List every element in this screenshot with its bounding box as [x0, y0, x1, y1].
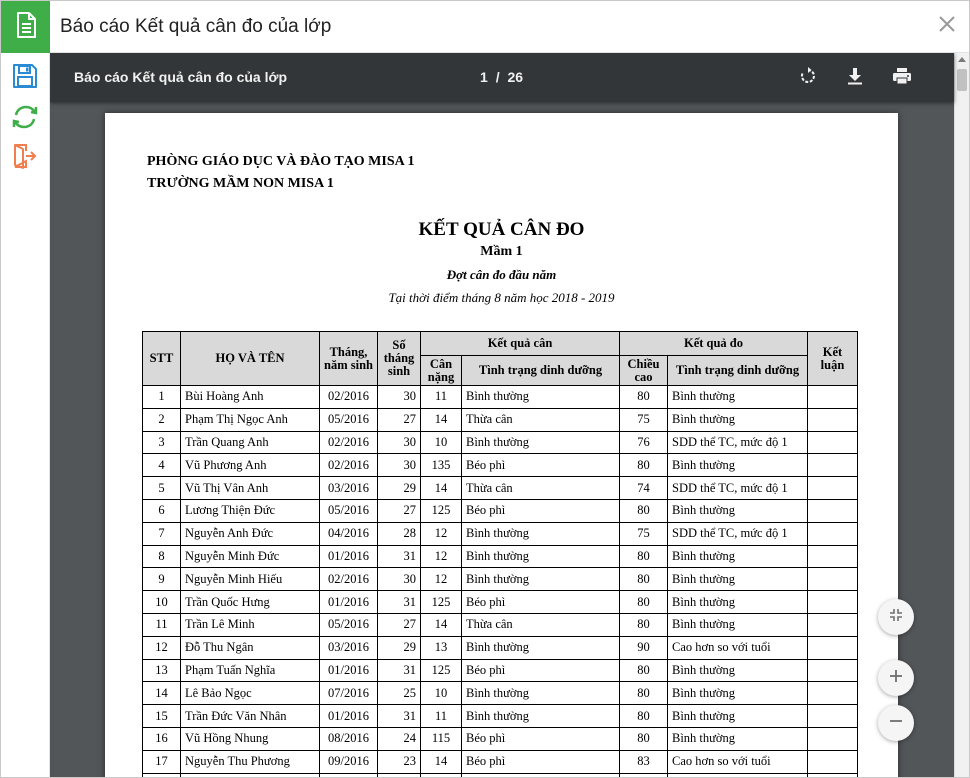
cell-name: Trần Đức Văn Nhân [181, 705, 320, 728]
cell-stt: 8 [143, 545, 181, 568]
cell-conclusion [808, 454, 858, 477]
cell-conclusion [808, 499, 858, 522]
cell-weight-status: Bình thường [462, 431, 620, 454]
cell-name: Trần Quang Anh [181, 431, 320, 454]
cell-weight-status: Bình thường [462, 386, 620, 409]
print-icon [892, 67, 912, 90]
cell-months: 31 [378, 545, 421, 568]
table-row [143, 568, 858, 591]
cell-stt: 15 [143, 705, 181, 728]
cell-name: Phạm Thị Ngọc Anh [181, 408, 320, 431]
cell-stt: 6 [143, 499, 181, 522]
cell-weight-status: Thừa cân [462, 408, 620, 431]
cell-weight-status [462, 773, 620, 778]
cell-stt: 16 [143, 727, 181, 750]
cell-height-status: Bình thường [668, 386, 808, 409]
cell-stt: 14 [143, 682, 181, 705]
cell-height-status: Bình thường [668, 705, 808, 728]
table-row [143, 545, 858, 568]
cell-birth: 01/2016 [320, 545, 378, 568]
cell-height: 83 [620, 750, 668, 773]
cell-height-status: Bình thường [668, 591, 808, 614]
cell-birth: 01/2016 [320, 705, 378, 728]
results-table-body [143, 386, 858, 778]
cell-height: 80 [620, 454, 668, 477]
cell-months [378, 773, 421, 778]
cell-conclusion [808, 431, 858, 454]
cell-conclusion [808, 545, 858, 568]
table-row [143, 705, 858, 728]
cell-name: Bùi Hoàng Anh [181, 386, 320, 409]
cell-name: Nguyễn Minh Đức [181, 545, 320, 568]
cell-name: Lê Bảo Ngọc [181, 682, 320, 705]
cell-birth: 05/2016 [320, 613, 378, 636]
header-stt: STT [143, 332, 181, 386]
cell-height-status: Bình thường [668, 499, 808, 522]
zoom-in-button[interactable] [878, 660, 914, 696]
header-birth [320, 332, 378, 386]
title-bar [1, 1, 969, 53]
close-icon [939, 16, 955, 37]
cell-stt: 17 [143, 750, 181, 773]
cell-birth: 03/2016 [320, 636, 378, 659]
cell-weight-status: Bình thường [462, 636, 620, 659]
app-badge [1, 1, 50, 53]
header-weight-l1: Cân [429, 356, 453, 371]
cell-name: Nguyễn Thu Phương [181, 750, 320, 773]
cell-weight: 14 [421, 613, 462, 636]
cell-months: 30 [378, 386, 421, 409]
cell-weight-status: Bình thường [462, 522, 620, 545]
cell-weight: 10 [421, 431, 462, 454]
header-height-status: Tình trạng dinh dưỡng [668, 356, 808, 386]
cell-height: 80 [620, 386, 668, 409]
cell-weight-status: Béo phì [462, 591, 620, 614]
dialog-title: Báo cáo Kết quả cân đo của lớp [60, 16, 332, 37]
table-row [143, 727, 858, 750]
cell-birth: 08/2016 [320, 727, 378, 750]
table-row [143, 613, 858, 636]
cell-height-status [668, 773, 808, 778]
cell-name: Trần Quốc Hưng [181, 591, 320, 614]
table-row [143, 522, 858, 545]
cell-height [620, 773, 668, 778]
cell-height-status: Bình thường [668, 682, 808, 705]
cell-height: 80 [620, 591, 668, 614]
cell-months: 24 [378, 727, 421, 750]
cell-conclusion [808, 682, 858, 705]
cell-height-status: Cao hơn so với tuổi [668, 636, 808, 659]
cell-weight: 135 [421, 454, 462, 477]
cell-height: 80 [620, 682, 668, 705]
cell-name: Vũ Hồng Nhung [181, 727, 320, 750]
cell-stt: 7 [143, 522, 181, 545]
cell-months: 29 [378, 636, 421, 659]
rotate-button[interactable] [796, 66, 820, 90]
cell-conclusion [808, 773, 858, 778]
cell-stt: 13 [143, 659, 181, 682]
report-title: KẾT QUẢ CÂN ĐO [418, 219, 585, 240]
cell-birth: 01/2016 [320, 591, 378, 614]
cell-birth: 02/2016 [320, 386, 378, 409]
org-school: TRƯỜNG MẦM NON MISA 1 [147, 176, 334, 191]
cell-months: 27 [378, 613, 421, 636]
cell-height: 80 [620, 499, 668, 522]
cell-birth: 04/2016 [320, 522, 378, 545]
cell-stt: 5 [143, 477, 181, 500]
vertical-scrollbar[interactable] [954, 53, 969, 778]
cell-birth [320, 773, 378, 778]
org-department: PHÒNG GIÁO DỤC VÀ ĐÀO TẠO MISA 1 [147, 154, 415, 169]
cell-months: 30 [378, 454, 421, 477]
cell-birth: 05/2016 [320, 499, 378, 522]
header-name: HỌ VÀ TÊN [181, 332, 320, 386]
cell-height: 80 [620, 568, 668, 591]
cell-weight: 11 [421, 705, 462, 728]
minus-icon [889, 714, 903, 733]
cell-height-status: Bình thường [668, 545, 808, 568]
table-row [143, 454, 858, 477]
cell-stt: 11 [143, 613, 181, 636]
cell-weight-status: Bình thường [462, 545, 620, 568]
header-months [378, 332, 421, 386]
cell-months: 31 [378, 705, 421, 728]
cell-name: Nguyễn Anh Đức [181, 522, 320, 545]
cell-weight-status: Béo phì [462, 454, 620, 477]
save-icon [12, 63, 38, 94]
cell-height: 75 [620, 408, 668, 431]
zoom-out-button[interactable] [878, 705, 914, 741]
total-pages: 26 [507, 69, 524, 85]
class-name: Mầm 1 [480, 244, 523, 259]
cell-name [181, 773, 320, 778]
page-separator: / [495, 69, 500, 85]
measurement-period: Đợt cân đo đầu năm [446, 267, 557, 282]
cell-weight: 12 [421, 568, 462, 591]
download-icon [847, 67, 863, 90]
cell-months: 23 [378, 750, 421, 773]
cell-weight [421, 773, 462, 778]
cell-weight-status: Bình thường [462, 568, 620, 591]
cell-height: 76 [620, 431, 668, 454]
cell-weight-status: Thừa cân [462, 613, 620, 636]
header-height-l1: Chiều [627, 356, 660, 371]
table-row [143, 591, 858, 614]
cell-birth: 07/2016 [320, 682, 378, 705]
cell-weight: 13 [421, 636, 462, 659]
pdf-viewer [50, 53, 969, 778]
cell-height-status: Bình thường [668, 408, 808, 431]
cell-months: 28 [378, 522, 421, 545]
header-weight-l2: nặng [427, 369, 455, 384]
cell-stt: 3 [143, 431, 181, 454]
cell-height: 80 [620, 659, 668, 682]
cell-stt: 12 [143, 636, 181, 659]
cell-name: Vũ Phương Anh [181, 454, 320, 477]
cell-birth: 09/2016 [320, 750, 378, 773]
rotate-icon [799, 67, 817, 90]
table-row [143, 499, 858, 522]
cell-conclusion [808, 750, 858, 773]
document-icon [14, 12, 38, 43]
cell-weight: 115 [421, 727, 462, 750]
table-row [143, 408, 858, 431]
action-sidebar [1, 53, 50, 778]
close-button[interactable] [935, 14, 959, 38]
cell-conclusion [808, 705, 858, 728]
cell-name: Nguyễn Minh Hiếu [181, 568, 320, 591]
refresh-icon [11, 104, 39, 135]
table-row [143, 659, 858, 682]
cell-height: 75 [620, 522, 668, 545]
cell-conclusion [808, 522, 858, 545]
header-height-l2: cao [634, 369, 653, 384]
cell-stt [143, 773, 181, 778]
cell-height: 80 [620, 613, 668, 636]
cell-height: 74 [620, 477, 668, 500]
header-weight-status: Tình trạng dinh dưỡng [462, 356, 620, 386]
cell-height: 80 [620, 545, 668, 568]
table-row [143, 773, 858, 778]
page-indicator [480, 69, 523, 85]
cell-height: 80 [620, 727, 668, 750]
results-table [142, 331, 858, 778]
cell-stt: 10 [143, 591, 181, 614]
cell-weight-status: Bình thường [462, 682, 620, 705]
cell-weight-status: Béo phì [462, 750, 620, 773]
cell-weight-status: Thừa cân [462, 477, 620, 500]
cell-weight: 14 [421, 477, 462, 500]
header-birth-l1: Tháng, [329, 344, 368, 359]
cell-birth: 01/2016 [320, 659, 378, 682]
table-row [143, 477, 858, 500]
cell-birth: 05/2016 [320, 408, 378, 431]
cell-weight-status: Béo phì [462, 659, 620, 682]
cell-height-status: Cao hơn so với tuổi [668, 750, 808, 773]
cell-height-status: Bình thường [668, 454, 808, 477]
header-months-l1: Số [392, 338, 406, 352]
fit-page-button[interactable] [878, 599, 914, 635]
cell-weight: 12 [421, 522, 462, 545]
cell-weight: 10 [421, 682, 462, 705]
cell-months: 27 [378, 499, 421, 522]
cell-birth: 02/2016 [320, 431, 378, 454]
table-row [143, 386, 858, 409]
cell-height-status: Bình thường [668, 727, 808, 750]
header-weigh-group: Kết quả cân [421, 332, 620, 356]
cell-name: Vũ Thị Vân Anh [181, 477, 320, 500]
plus-icon [889, 669, 903, 688]
download-button[interactable] [843, 66, 867, 90]
cell-name: Đỗ Thu Ngân [181, 636, 320, 659]
cell-name: Trần Lê Minh [181, 613, 320, 636]
cell-conclusion [808, 659, 858, 682]
cell-conclusion [808, 408, 858, 431]
table-row [143, 636, 858, 659]
header-conclusion-l1: Kết [822, 344, 843, 359]
viewer-toolbar [50, 53, 954, 102]
cell-height-status: SDD thể TC, mức độ 1 [668, 431, 808, 454]
header-height [620, 356, 668, 386]
cell-conclusion [808, 636, 858, 659]
cell-height-status: SDD thể TC, mức độ 1 [668, 522, 808, 545]
exit-button[interactable] [10, 143, 40, 173]
cell-stt: 1 [143, 386, 181, 409]
save-button[interactable] [10, 63, 40, 93]
table-row [143, 750, 858, 773]
scroll-thumb[interactable] [957, 69, 967, 91]
cell-weight: 14 [421, 750, 462, 773]
header-conclusion [808, 332, 858, 386]
header-birth-l2: năm sinh [324, 357, 373, 372]
cell-conclusion [808, 613, 858, 636]
cell-height-status: Bình thường [668, 613, 808, 636]
cell-weight-status: Béo phì [462, 499, 620, 522]
cell-weight: 125 [421, 659, 462, 682]
header-measure-group: Kết quả đo [620, 332, 808, 356]
cell-name: Phạm Tuấn Nghĩa [181, 659, 320, 682]
cell-months: 30 [378, 431, 421, 454]
cell-months: 29 [378, 477, 421, 500]
cell-weight-status: Bình thường [462, 705, 620, 728]
refresh-button[interactable] [10, 104, 40, 134]
cell-weight: 14 [421, 408, 462, 431]
cell-height-status: SDD thể TC, mức độ 1 [668, 477, 808, 500]
cell-birth: 03/2016 [320, 477, 378, 500]
time-note: Tại thời điểm tháng 8 năm học 2018 - 2019 [388, 290, 615, 305]
cell-height-status: Bình thường [668, 659, 808, 682]
exit-icon [12, 143, 38, 174]
cell-weight: 11 [421, 386, 462, 409]
header-months-l3: sinh [387, 364, 411, 378]
cell-weight: 12 [421, 545, 462, 568]
fit-page-icon [889, 608, 903, 627]
cell-name: Lương Thiện Đức [181, 499, 320, 522]
cell-height-status: Bình thường [668, 568, 808, 591]
cell-birth: 02/2016 [320, 454, 378, 477]
table-row [143, 682, 858, 705]
cell-stt: 4 [143, 454, 181, 477]
scroll-up-arrow-icon[interactable] [958, 57, 966, 62]
cell-months: 31 [378, 591, 421, 614]
cell-weight: 125 [421, 499, 462, 522]
cell-months: 31 [378, 659, 421, 682]
cell-weight-status: Béo phì [462, 727, 620, 750]
cell-conclusion [808, 477, 858, 500]
cell-conclusion [808, 727, 858, 750]
header-weight [421, 356, 462, 386]
cell-height: 90 [620, 636, 668, 659]
table-row [143, 431, 858, 454]
header-conclusion-l2: luận [820, 357, 845, 372]
current-page[interactable]: 1 [480, 69, 488, 85]
cell-birth: 02/2016 [320, 568, 378, 591]
viewer-document-title: Báo cáo Kết quả cân đo của lớp [74, 69, 287, 85]
cell-conclusion [808, 591, 858, 614]
cell-months: 30 [378, 568, 421, 591]
cell-weight: 125 [421, 591, 462, 614]
header-months-l2: tháng [383, 351, 415, 365]
report-page [105, 113, 898, 778]
cell-stt: 2 [143, 408, 181, 431]
print-button[interactable] [890, 66, 914, 90]
cell-months: 27 [378, 408, 421, 431]
cell-height: 80 [620, 705, 668, 728]
cell-stt: 9 [143, 568, 181, 591]
cell-conclusion [808, 386, 858, 409]
cell-months: 25 [378, 682, 421, 705]
cell-conclusion [808, 568, 858, 591]
